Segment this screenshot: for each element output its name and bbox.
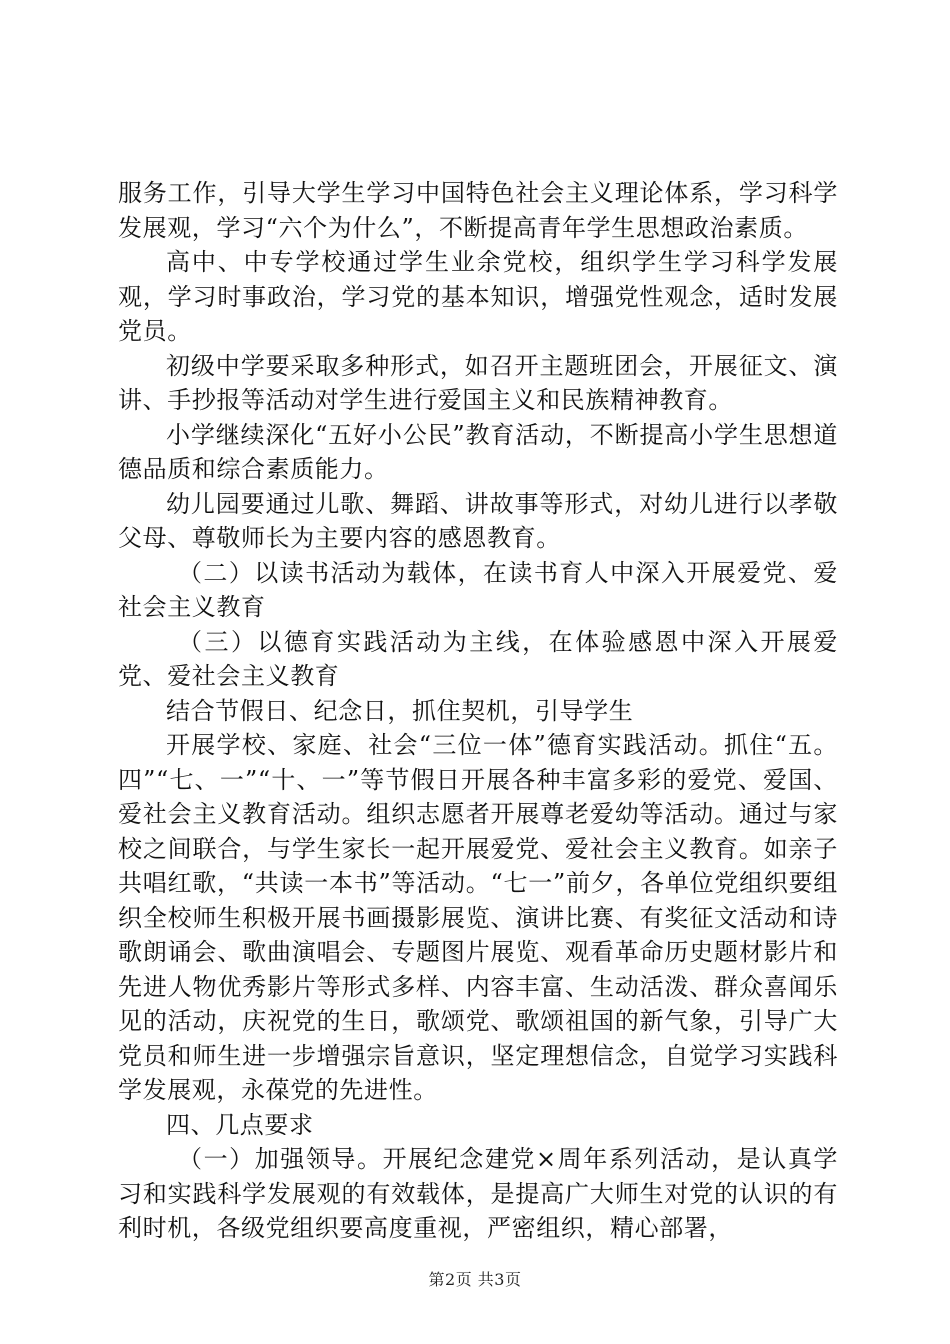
paragraph-9: 开展学校、家庭、社会“三位一体”德育实践活动。抓住“五。四”“七、一”“十、一”等节假日开展各种丰富多彩的爱党、爱国、爱社会主义教育活动。组织志愿者开展尊老爱幼等活动。通过与家校之间联合，与学生家长一起开展爱党、爱社会主义教育。如亲子共唱红歌，“共读一本书”等活动。“七一”前夕，各单位党组织要组织全校师生积极开展书画摄影展览、演讲比赛、有奖征文活动和诗歌朗诵会、歌曲演唱会、专题图片展览、观看革命历史题材影片和先进人物优秀影片等形式多样、内容丰富、生动活泼、群众喜闻乐见的活动，庆祝党的生日，歌颂党、歌颂祖国的新气象，引导广大党员和师生进一步增强宗旨意识，坚定理想信念，自觉学习实践科学发展观，永葆党的先进性。 bbox=[118, 731, 838, 1104]
paragraph-2: 高中、中专学校通过学生业余党校，组织学生学习科学发展观，学习时事政治，学习党的基本知识，增强党性观念，适时发展党员。 bbox=[118, 248, 838, 345]
page-number-footer: 第2页 共3页 bbox=[428, 1270, 522, 1289]
paragraph-11: （一）加强领导。开展纪念建党×周年系列活动，是认真学习和实践科学发展观的有效载体，是提高广大师生对党的认识的有利时机，各级党组织要高度重视，严密组织，精心部署， bbox=[118, 1145, 838, 1242]
document-body bbox=[118, 176, 838, 1246]
paragraph-1: 服务工作，引导大学生学习中国特色社会主义理论体系，学习科学发展观，学习“六个为什么”，不断提高青年学生思想政治素质。 bbox=[118, 179, 838, 242]
section-heading: 四、几点要求 bbox=[166, 1110, 314, 1139]
paragraph-3: 初级中学要采取多种形式，如召开主题班团会，开展征文、演讲、手抄报等活动对学生进行爱国主义和民族精神教育。 bbox=[118, 351, 838, 414]
paragraph-8: 结合节假日、纪念日，抓住契机，引导学生 bbox=[166, 696, 634, 725]
paragraph-4: 小学继续深化“五好小公民”教育活动，不断提高小学生思想道德品质和综合素质能力。 bbox=[118, 420, 838, 483]
paragraph-5: 幼儿园要通过儿歌、舞蹈、讲故事等形式，对幼儿进行以孝敬父母、尊敬师长为主要内容的感恩教育。 bbox=[118, 489, 838, 552]
paragraph-7: （三）以德育实践活动为主线，在体验感恩中深入开展爱党、爱社会主义教育 bbox=[118, 627, 838, 690]
paragraph-6: （二）以读书活动为载体，在读书育人中深入开展爱党、爱社会主义教育 bbox=[118, 558, 838, 621]
